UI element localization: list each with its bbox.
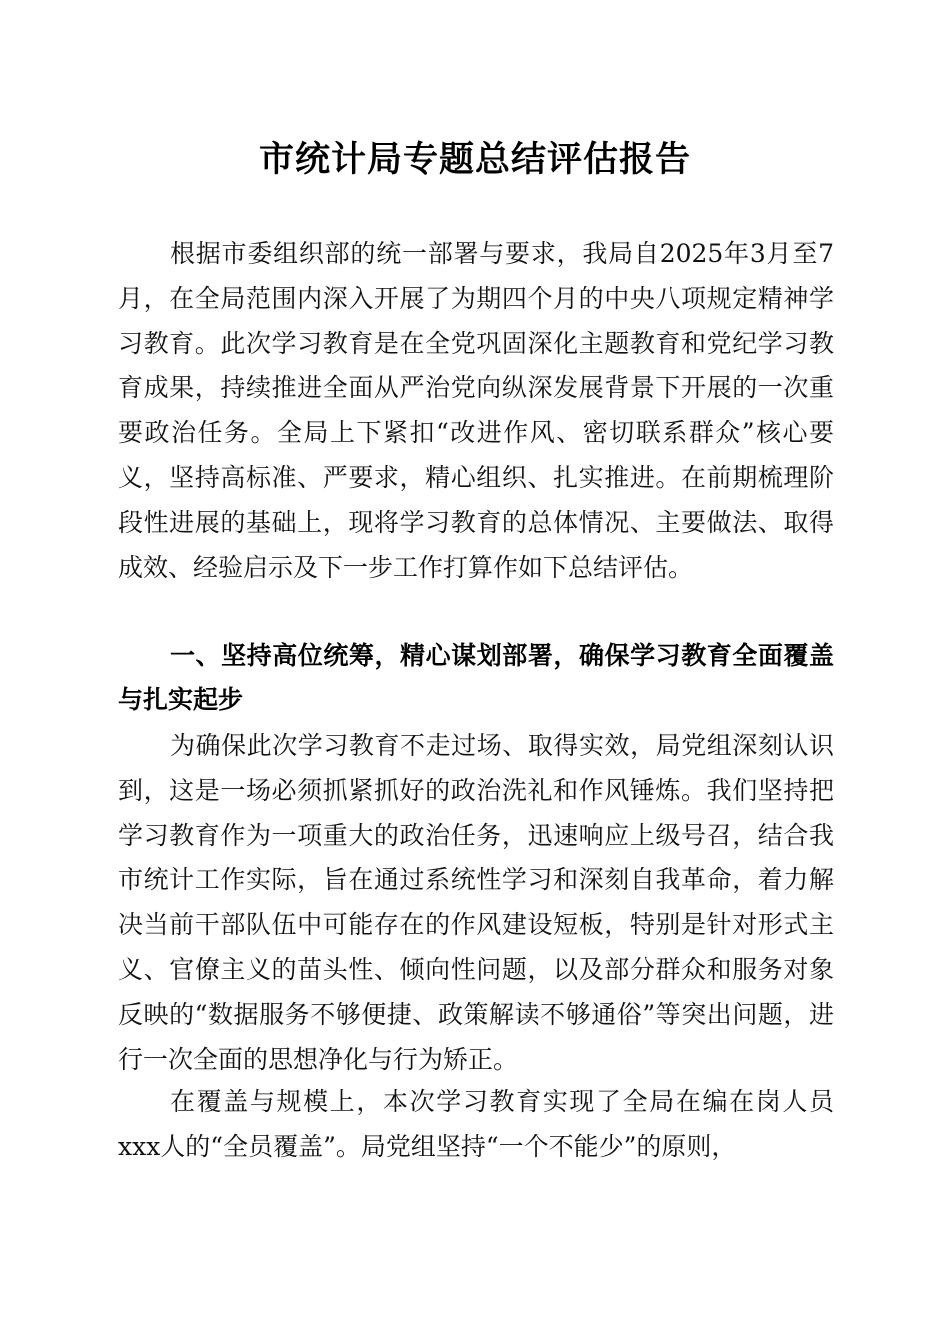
intro-paragraph: 根据市委组织部的统一部署与要求，我局自2025年3月至7月，在全局范围内深入开展了为期四个月的中央八项规定精神学习教育。此次学习教育是在全党巩固深化主题教育和党纪学习教育成果，持续推进全面从严治党向纵深发展背景下开展的一次重要政治任务。全局上下紧扣“改进作风、密切联系群众”核心要义，坚持高标准、严要求，精心组织、扎实推进。在前期梳理阶段性进展的基础上，现将学习教育的总体情况、主要做法、取得成效、经验启示及下一步工作打算作如下总结评估。 (118, 239, 834, 582)
section-heading-1: 一、坚持高位统筹，精心谋划部署，确保学习教育全面覆盖与扎实起步 (118, 641, 834, 714)
section-1-paragraph-2: 在覆盖与规模上，本次学习教育实现了全局在编在岗人员xxx人的“全员覆盖”。局党组坚持“一个不能少”的原则， (118, 1087, 834, 1161)
section-1-paragraph-1: 为确保此次学习教育不走过场、取得实效，局党组深刻认识到，这是一场必须抓紧抓好的政治洗礼和作风锤炼。我们坚持把学习教育作为一项重大的政治任务，迅速响应上级号召，结合我市统计工作实际，旨在通过系统性学习和深刻自我革命，着力解决当前干部队伍中可能存在的作风建设短板，特别是针对形式主义、官僚主义的苗头性、倾向性问题，以及部分群众和服务对象反映的“数据服务不够便捷、政策解读不够通俗”等突出问题，进行一次全面的思想净化与行为矫正。 (118, 731, 834, 1074)
document-title: 市统计局专题总结评估报告 (258, 139, 691, 180)
